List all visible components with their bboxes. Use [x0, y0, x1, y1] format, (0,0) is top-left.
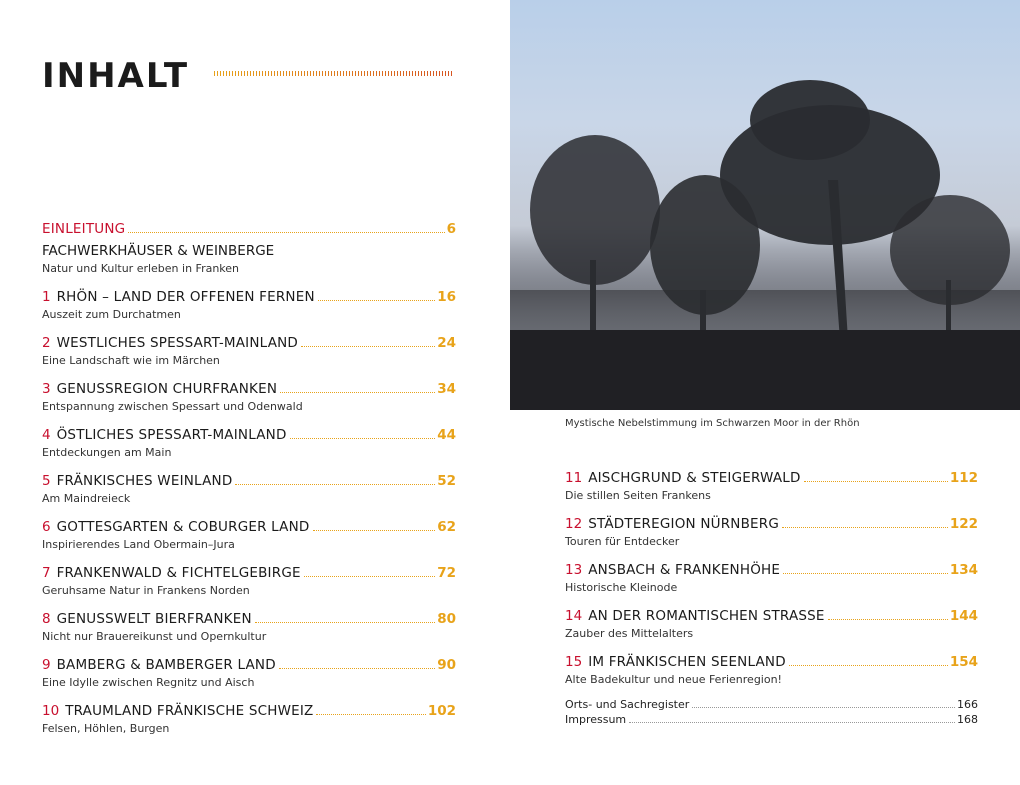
chapter-number: 14	[565, 608, 583, 624]
chapter-number: 1	[42, 289, 51, 305]
page-number: 112	[949, 470, 978, 486]
leader-dots	[789, 664, 948, 666]
chapter-title: GENUSSWELT BIERFRANKEN	[56, 611, 252, 627]
leader-dots	[313, 529, 436, 531]
chapter-subtitle: Inspirierendes Land Obermain–Jura	[42, 538, 235, 551]
chapter-number: 4	[42, 427, 51, 443]
page-title: INHALT	[42, 56, 190, 96]
intro-page: 6	[446, 221, 456, 237]
toc-entry[interactable]	[42, 381, 456, 413]
intro-label: EINLEITUNG	[42, 221, 126, 237]
register-entry[interactable]	[565, 698, 978, 711]
chapter-title: FRANKENWALD & FICHTELGEBIRGE	[56, 565, 301, 581]
misty-moor-trees-image	[510, 0, 1020, 410]
leader-dots	[235, 483, 435, 485]
chapter-subtitle: Am Maindreieck	[42, 492, 131, 505]
toc-right-column	[565, 470, 978, 726]
chapter-number: 6	[42, 519, 51, 535]
toc-entry[interactable]	[565, 562, 978, 594]
chapter-subtitle: Auszeit zum Durchatmen	[42, 308, 181, 321]
chapter-title: GENUSSREGION CHURFRANKEN	[56, 381, 278, 397]
intro-subtitle: Natur und Kultur erleben in Franken	[42, 262, 240, 275]
leader-dots	[280, 391, 435, 393]
leader-dots	[301, 345, 435, 347]
page-number: 166	[957, 698, 978, 711]
toc-left-column	[42, 221, 456, 735]
toc-entry[interactable]	[42, 611, 456, 643]
page-number: 44	[437, 427, 456, 443]
chapter-title: AN DER ROMANTISCHEN STRASSE	[588, 608, 825, 624]
chapter-number: 8	[42, 611, 51, 627]
chapter-subtitle: Zauber des Mittelalters	[565, 627, 694, 640]
page-number: 72	[437, 565, 456, 581]
toc-entry[interactable]	[42, 427, 456, 459]
page-number: 24	[437, 335, 456, 351]
chapter-number: 3	[42, 381, 51, 397]
leader-dots	[828, 618, 948, 620]
page-number: 62	[437, 519, 456, 535]
page-number: 122	[949, 516, 978, 532]
toc-intro[interactable]	[42, 221, 456, 275]
leader-dots	[255, 621, 435, 623]
page-number: 154	[949, 654, 978, 670]
chapter-number: 11	[565, 470, 583, 486]
page-number: 168	[957, 713, 978, 726]
page-number: 90	[437, 657, 456, 673]
leader-dots	[316, 713, 425, 715]
chapter-number: 7	[42, 565, 51, 581]
toc-entry[interactable]	[42, 289, 456, 321]
page-number: 134	[949, 562, 978, 578]
chapter-subtitle: Touren für Entdecker	[565, 535, 680, 548]
chapter-title: FRÄNKISCHES WEINLAND	[56, 473, 233, 489]
toc-entry[interactable]	[42, 703, 456, 735]
toc-entry[interactable]	[565, 608, 978, 640]
chapter-number: 2	[42, 335, 51, 351]
chapter-subtitle: Geruhsame Natur in Frankens Norden	[42, 584, 250, 597]
leader-dots	[692, 706, 955, 708]
leader-dots	[804, 480, 948, 482]
chapter-title: BAMBERG & BAMBERGER LAND	[56, 657, 276, 673]
toc-entry[interactable]	[565, 654, 978, 686]
chapter-subtitle: Entdeckungen am Main	[42, 446, 172, 459]
chapter-number: 9	[42, 657, 51, 673]
intro-heading: FACHWERKHÄUSER & WEINBERGE	[42, 243, 275, 259]
leader-dots	[783, 572, 948, 574]
chapter-subtitle: Eine Idylle zwischen Regnitz und Aisch	[42, 676, 255, 689]
chapter-subtitle: Die stillen Seiten Frankens	[565, 489, 711, 502]
chapter-subtitle: Nicht nur Brauereikunst und Opernkultur	[42, 630, 267, 643]
chapter-title: ÖSTLICHES SPESSART-MAINLAND	[56, 427, 287, 443]
chapter-title: GOTTESGARTEN & COBURGER LAND	[56, 519, 310, 535]
chapter-subtitle: Entspannung zwischen Spessart und Odenwald	[42, 400, 303, 413]
chapter-subtitle: Eine Landschaft wie im Märchen	[42, 354, 220, 367]
toc-entry[interactable]	[42, 565, 456, 597]
page-number: 144	[949, 608, 978, 624]
photo-caption: Mystische Nebelstimmung im Schwarzen Moor in der Rhön	[565, 418, 860, 429]
register-label: Orts- und Sachregister	[565, 698, 690, 711]
register-label: Impressum	[565, 713, 627, 726]
landscape-photo	[510, 0, 1020, 410]
leader-dots	[782, 526, 948, 528]
page-number: 52	[437, 473, 456, 489]
chapter-title: STÄDTEREGION NÜRNBERG	[588, 516, 780, 532]
leader-dots	[318, 299, 435, 301]
leader-dots	[290, 437, 436, 439]
toc-entry[interactable]	[565, 470, 978, 502]
leader-dots	[629, 721, 955, 723]
toc-entry[interactable]	[42, 335, 456, 367]
page-number: 80	[437, 611, 456, 627]
chapter-subtitle: Felsen, Höhlen, Burgen	[42, 722, 170, 735]
chapter-title: ANSBACH & FRANKENHÖHE	[588, 562, 781, 578]
toc-entry[interactable]	[42, 519, 456, 551]
leader-dots	[128, 231, 444, 233]
page-number: 16	[437, 289, 456, 305]
chapter-title: IM FRÄNKISCHEN SEENLAND	[588, 654, 786, 670]
chapter-title: AISCHGRUND & STEIGERWALD	[588, 470, 801, 486]
chapter-subtitle: Historische Kleinode	[565, 581, 678, 594]
toc-entry[interactable]	[565, 516, 978, 548]
chapter-title: TRAUMLAND FRÄNKISCHE SCHWEIZ	[65, 703, 314, 719]
register-entry[interactable]	[565, 713, 978, 726]
chapter-number: 10	[42, 703, 60, 719]
chapter-number: 15	[565, 654, 583, 670]
leader-dots	[304, 575, 435, 577]
toc-entry[interactable]	[42, 473, 456, 505]
chapter-number: 5	[42, 473, 51, 489]
toc-entry[interactable]	[42, 657, 456, 689]
chapter-title: RHÖN – LAND DER OFFENEN FERNEN	[56, 289, 315, 305]
chapter-subtitle: Alte Badekultur und neue Ferienregion!	[565, 673, 782, 686]
page-number: 102	[427, 703, 456, 719]
page-number: 34	[437, 381, 456, 397]
chapter-number: 12	[565, 516, 583, 532]
chapter-title: WESTLICHES SPESSART-MAINLAND	[56, 335, 299, 351]
leader-dots	[279, 667, 435, 669]
title-rule	[214, 71, 454, 76]
chapter-number: 13	[565, 562, 583, 578]
